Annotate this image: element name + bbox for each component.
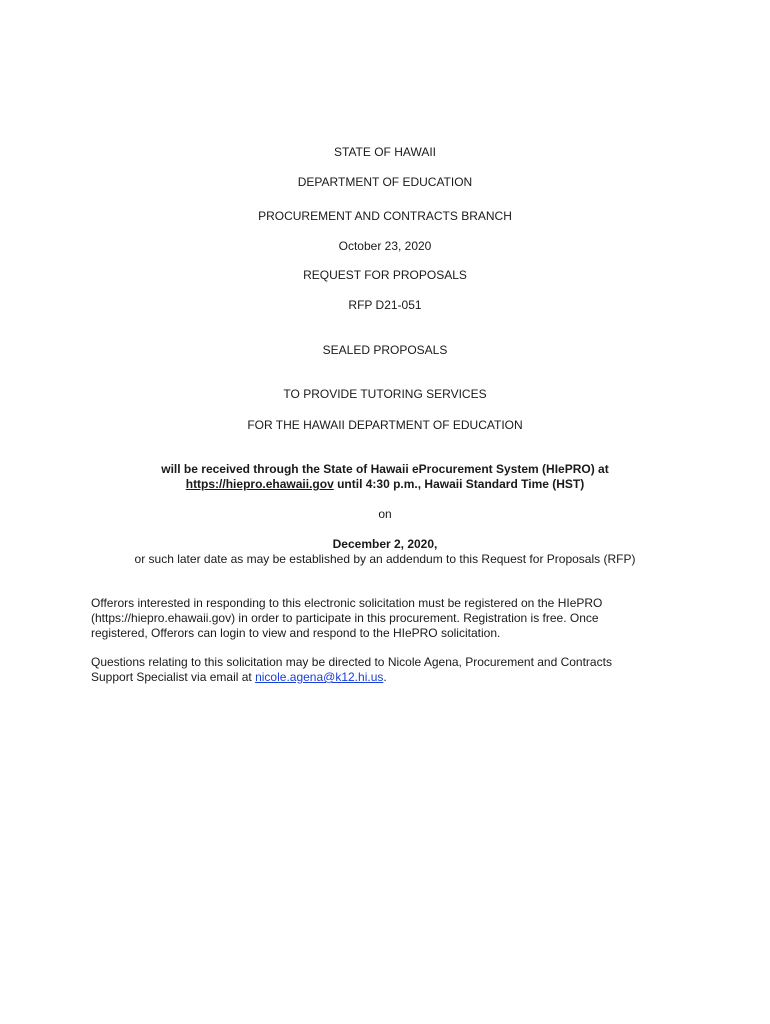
sealed-proposals-heading: SEALED PROPOSALS xyxy=(322,343,448,357)
registration-line-1: Offerors interested in responding to this electronic solicitation must be registered on the HIePRO xyxy=(91,596,603,610)
registration-line-3: registered, Offerors can login to view and respond to the HIePRO solicitation. xyxy=(91,626,501,640)
department-heading: DEPARTMENT OF EDUCATION xyxy=(297,175,473,189)
deadline-date: December 2, 2020, xyxy=(332,537,438,551)
on-label: on xyxy=(378,507,392,521)
rfp-number: RFP D21-051 xyxy=(348,298,422,312)
questions-line-2-suffix: . xyxy=(383,670,387,684)
submission-line-2 xyxy=(0,477,770,491)
purpose-line-1: TO PROVIDE TUTORING SERVICES xyxy=(283,387,487,401)
questions-line-2-prefix: Support Specialist via email at xyxy=(91,670,256,684)
questions-paragraph xyxy=(91,655,691,685)
document-date: October 23, 2020 xyxy=(338,239,432,253)
registration-line-2: (https://hiepro.ehawaii.gov) in order to participate in this procurement. Registration is free. Once xyxy=(91,611,599,625)
contact-email-link[interactable]: nicole.agena@k12.hi.us xyxy=(255,670,384,684)
later-date-note: or such later date as may be established by an addendum to this Request for Proposals (RFP) xyxy=(134,552,636,566)
branch-heading: PROCUREMENT AND CONTRACTS BRANCH xyxy=(258,209,512,223)
questions-line-2 xyxy=(91,670,691,685)
submission-deadline-time: until 4:30 p.m., Hawaii Standard Time (HST) xyxy=(333,477,585,491)
state-heading: STATE OF HAWAII xyxy=(334,145,436,159)
purpose-line-2: FOR THE HAWAII DEPARTMENT OF EDUCATION xyxy=(247,418,523,432)
document-type: REQUEST FOR PROPOSALS xyxy=(303,268,467,282)
questions-line-1: Questions relating to this solicitation may be directed to Nicole Agena, Procurement and Contracts xyxy=(91,655,612,669)
hiepro-url-link[interactable]: https://hiepro.ehawaii.gov xyxy=(185,477,334,491)
registration-paragraph xyxy=(91,596,691,641)
submission-line-1: will be received through the State of Hawaii eProcurement System (HIePRO) at xyxy=(161,462,609,476)
